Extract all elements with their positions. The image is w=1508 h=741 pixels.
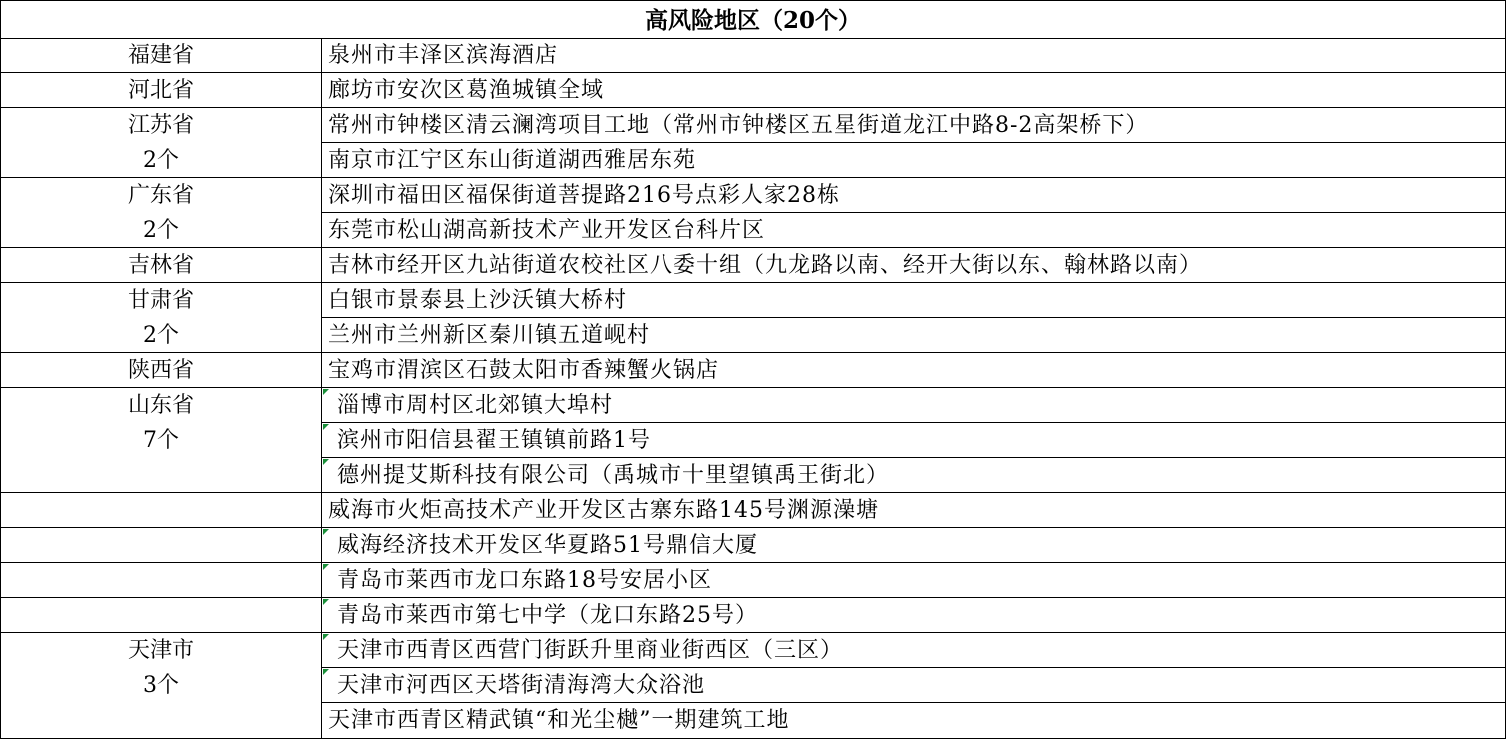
area-row: 滨州市阳信县翟王镇镇前路1号 bbox=[321, 423, 1506, 458]
province-cell bbox=[0, 388, 322, 493]
province-count: 2个 bbox=[143, 218, 179, 243]
province-name: 福建省 bbox=[127, 43, 194, 68]
province-name: 河北省 bbox=[127, 78, 194, 103]
province-name: 天津市 bbox=[127, 638, 194, 663]
area-row: 南京市江宁区东山街道湖西雅居东苑 bbox=[321, 143, 1506, 178]
province-cell bbox=[0, 108, 322, 178]
province-count: 2个 bbox=[143, 148, 179, 173]
area-row: 深圳市福田区福保街道菩提路216号点彩人家28栋 bbox=[321, 178, 1506, 213]
province-name: 广东省 bbox=[127, 183, 194, 208]
sheet-title: 高风险地区（20个） bbox=[0, 0, 1506, 39]
blank-cell bbox=[0, 598, 322, 633]
province-cell bbox=[0, 178, 322, 248]
area-row: 东莞市松山湖高新技术产业开发区台科片区 bbox=[321, 213, 1506, 248]
province-cell bbox=[0, 353, 322, 388]
area-row: 兰州市兰州新区秦川镇五道岘村 bbox=[321, 318, 1506, 353]
province-cell bbox=[0, 633, 322, 739]
area-row: 威海市火炬高技术产业开发区古寨东路145号渊源澡塘 bbox=[321, 493, 1506, 528]
province-cell bbox=[0, 283, 322, 353]
area-row: 天津市河西区天塔街清海湾大众浴池 bbox=[321, 668, 1506, 703]
province-cell bbox=[0, 38, 322, 73]
area-row: 宝鸡市渭滨区石鼓太阳市香辣蟹火锅店 bbox=[321, 353, 1506, 388]
area-row: 天津市西青区西营门街跃升里商业街西区（三区） bbox=[321, 633, 1506, 668]
area-row: 德州提艾斯科技有限公司（禹城市十里望镇禹王街北） bbox=[321, 458, 1506, 493]
province-name: 吉林省 bbox=[127, 253, 194, 278]
blank-cell bbox=[0, 563, 322, 598]
province-count: 2个 bbox=[143, 323, 179, 348]
area-row: 威海经济技术开发区华夏路51号鼎信大厦 bbox=[321, 528, 1506, 563]
province-cell bbox=[0, 73, 322, 108]
area-row: 青岛市莱西市龙口东路18号安居小区 bbox=[321, 563, 1506, 598]
province-count: 3个 bbox=[143, 673, 179, 698]
area-row: 廊坊市安次区葛渔城镇全域 bbox=[321, 73, 1506, 108]
province-name: 江苏省 bbox=[127, 113, 194, 138]
province-cell bbox=[0, 248, 322, 283]
blank-cell bbox=[0, 493, 322, 528]
area-row: 泉州市丰泽区滨海酒店 bbox=[321, 38, 1506, 73]
province-name: 陕西省 bbox=[127, 358, 194, 383]
area-row: 常州市钟楼区清云澜湾项目工地（常州市钟楼区五星街道龙江中路8-2高架桥下） bbox=[321, 108, 1506, 143]
area-row: 青岛市莱西市第七中学（龙口东路25号） bbox=[321, 598, 1506, 633]
province-count: 7个 bbox=[143, 428, 179, 453]
area-row: 白银市景泰县上沙沃镇大桥村 bbox=[321, 283, 1506, 318]
area-row: 淄博市周村区北郊镇大埠村 bbox=[321, 388, 1506, 423]
blank-cell bbox=[0, 528, 322, 563]
area-row: 天津市西青区精武镇“和光尘樾”一期建筑工地 bbox=[321, 703, 1506, 739]
province-name: 山东省 bbox=[127, 393, 194, 418]
area-row: 吉林市经开区九站街道农校社区八委十组（九龙路以南、经开大街以东、翰林路以南） bbox=[321, 248, 1506, 283]
province-name: 甘肃省 bbox=[127, 288, 194, 313]
